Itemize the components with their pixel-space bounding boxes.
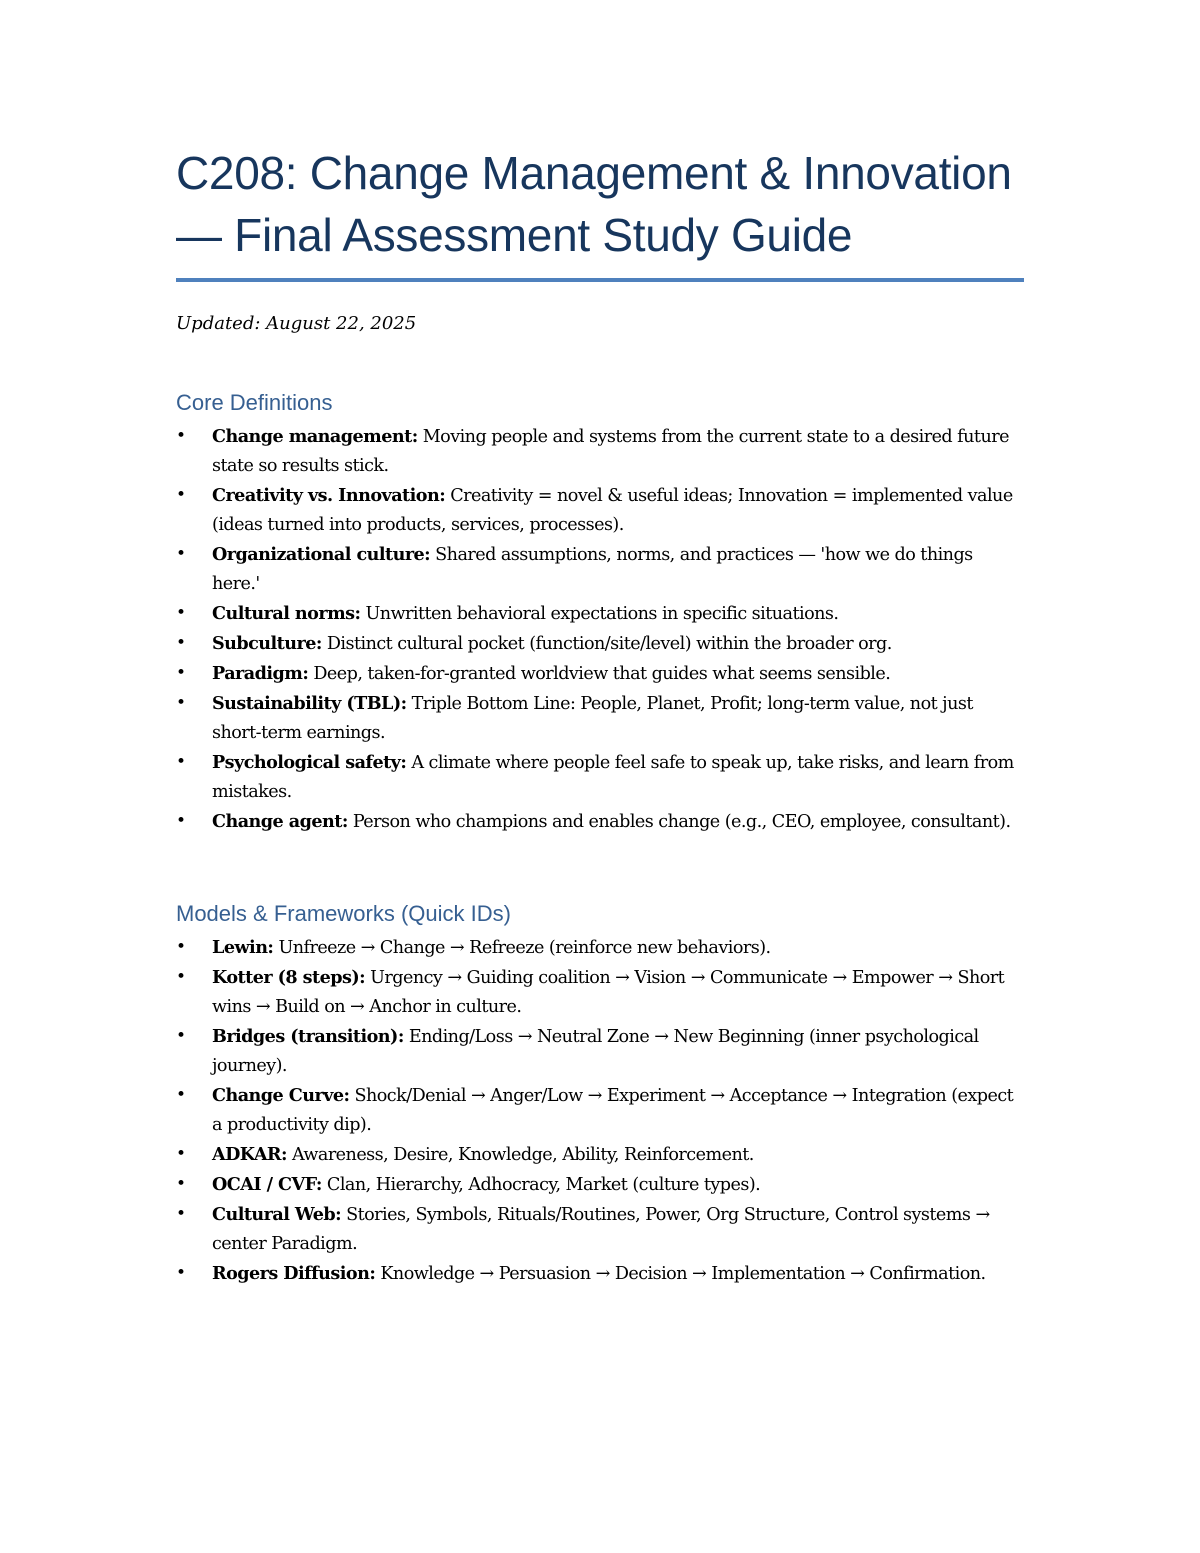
core-definitions-list (176, 422, 1024, 837)
term-label: ADKAR: (212, 1144, 287, 1165)
updated-date: Updated: August 22, 2025 (176, 313, 417, 334)
list-item (176, 540, 1024, 599)
bullet-icon: • (176, 426, 186, 446)
list-item (176, 659, 1024, 689)
section-heading-core-definitions: Core Definitions (176, 390, 333, 415)
list-item (176, 1200, 1024, 1259)
list-item (176, 1140, 1024, 1170)
term-description: Deep, taken-for-granted worldview that guides what seems sensible. (313, 664, 891, 684)
term-label: Cultural norms: (212, 603, 361, 624)
title-underline-rule (176, 278, 1024, 282)
document-body (176, 142, 1024, 1289)
bullet-icon: • (176, 752, 186, 772)
list-item (176, 807, 1024, 837)
term-label: Change Curve: (212, 1085, 350, 1106)
models-frameworks-list (176, 933, 1024, 1289)
term-label: Subculture: (212, 633, 322, 654)
term-description: Shared assumptions, norms, and practices — 'how we do things here.' (212, 545, 973, 594)
term-label: Organizational culture: (212, 544, 431, 565)
bullet-icon: • (176, 485, 186, 505)
term-description: Awareness, Desire, Knowledge, Ability, Reinforcement. (292, 1145, 754, 1165)
bullet-icon: • (176, 633, 186, 653)
bullet-icon: • (176, 1174, 186, 1194)
term-description: Stories, Symbols, Rituals/Routines, Power, Org Structure, Control systems → center Paradigm. (212, 1205, 990, 1254)
term-description: Unfreeze → Change → Refreeze (reinforce new behaviors). (278, 938, 771, 958)
term-description: Knowledge → Persuasion → Decision → Implementation → Confirmation. (380, 1264, 986, 1284)
list-item (176, 599, 1024, 629)
list-item (176, 422, 1024, 481)
term-description: Person who champions and enables change (e.g., CEO, employee, consultant). (352, 812, 1011, 832)
bullet-icon: • (176, 1144, 186, 1164)
bullet-icon: • (176, 663, 186, 683)
list-item (176, 1022, 1024, 1081)
term-label: OCAI / CVF: (212, 1174, 322, 1195)
term-description: Urgency → Guiding coalition → Vision → Communicate → Empower → Short wins → Build on → Anchor in culture. (212, 968, 1005, 1017)
term-description: Distinct cultural pocket (function/site/level) within the broader org. (326, 634, 892, 654)
section-heading-models-frameworks: Models & Frameworks (Quick IDs) (176, 901, 511, 926)
term-description: Shock/Denial → Anger/Low → Experiment → Acceptance → Integration (expect a productivity dip). (212, 1086, 1014, 1135)
list-item (176, 748, 1024, 807)
bullet-icon: • (176, 811, 186, 831)
term-description: A climate where people feel safe to speak up, take risks, and learn from mistakes. (212, 753, 1014, 802)
bullet-icon: • (176, 603, 186, 623)
list-item (176, 689, 1024, 748)
term-description: Triple Bottom Line: People, Planet, Profit; long-term value, not just short-term earnings. (212, 694, 973, 743)
bullet-icon: • (176, 1204, 186, 1224)
list-item (176, 1259, 1024, 1289)
bullet-icon: • (176, 967, 186, 987)
bullet-icon: • (176, 693, 186, 713)
list-item (176, 933, 1024, 963)
term-description: Creativity = novel & useful ideas; Innovation = implemented value (ideas turned into products, services, processes). (212, 486, 1013, 535)
list-item (176, 1081, 1024, 1140)
term-label: Rogers Diffusion: (212, 1263, 376, 1284)
document-title: C208: Change Management & Innovation — Final Assessment Study Guide (176, 147, 1012, 261)
term-label: Creativity vs. Innovation: (212, 485, 446, 506)
bullet-icon: • (176, 1026, 186, 1046)
term-description: Clan, Hierarchy, Adhocracy, Market (culture types). (326, 1175, 761, 1195)
term-label: Sustainability (TBL): (212, 693, 407, 714)
list-item (176, 1170, 1024, 1200)
term-description: Ending/Loss → Neutral Zone → New Beginning (inner psychological journey). (212, 1027, 979, 1076)
term-label: Kotter (8 steps): (212, 967, 366, 988)
bullet-icon: • (176, 544, 186, 564)
list-item (176, 629, 1024, 659)
bullet-icon: • (176, 1085, 186, 1105)
term-label: Cultural Web: (212, 1204, 342, 1225)
term-label: Change agent: (212, 811, 348, 832)
term-description: Moving people and systems from the current state to a desired future state so results stick. (212, 427, 1009, 476)
term-description: Unwritten behavioral expectations in specific situations. (365, 604, 839, 624)
term-label: Change management: (212, 426, 418, 447)
term-label: Bridges (transition): (212, 1026, 404, 1047)
bullet-icon: • (176, 937, 186, 957)
bullet-icon: • (176, 1263, 186, 1283)
term-label: Paradigm: (212, 663, 309, 684)
list-item (176, 481, 1024, 540)
list-item (176, 963, 1024, 1022)
term-label: Lewin: (212, 937, 274, 958)
term-label: Psychological safety: (212, 752, 407, 773)
